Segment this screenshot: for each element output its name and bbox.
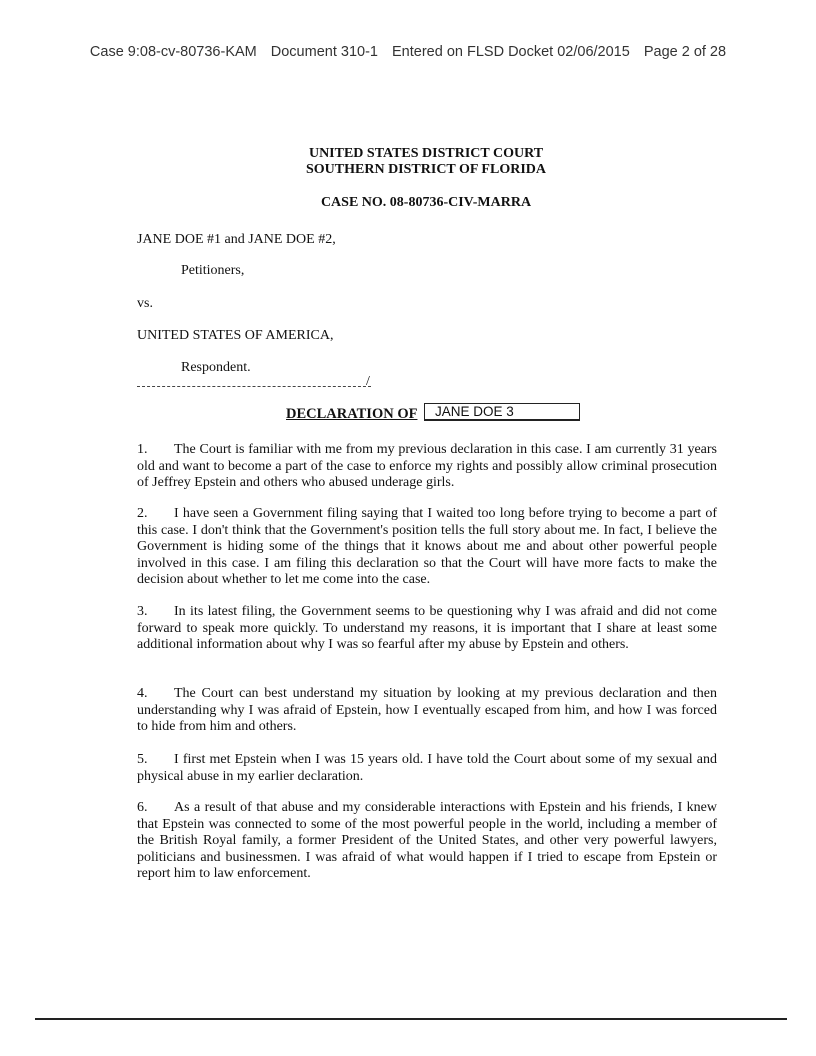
court-heading bbox=[0, 146, 816, 178]
header-page-count: Page 2 of 28 bbox=[643, 44, 727, 60]
paragraph-number: 1. bbox=[137, 442, 148, 457]
caption-defendant-role: Respondent. bbox=[181, 360, 251, 375]
paragraph-3 bbox=[137, 604, 717, 654]
header-case-number: Case 9:08-cv-80736-KAM bbox=[89, 44, 257, 60]
paragraph-text: I have seen a Government filing saying that I waited too long before trying to become a part of this case. I don't think that the Government's position tells the full story about me. In fact, I believe the Government is hiding some of the things that it knows about me and about other powerful people involved in this case. I am filing this declaration so that the Court will have more facts to make the decision about whether to let me come into the case. bbox=[137, 506, 717, 588]
paragraph-text: The Court can best understand my situation by looking at my previous declaration and then understanding why I was afraid of Epstein, how I eventually escaped from him, and how I was forced to hide from him and others. bbox=[137, 686, 717, 735]
paragraph-text: I first met Epstein when I was 15 years old. I have told the Court about some of my sexual and physical abuse in my earlier declaration. bbox=[137, 752, 717, 784]
paragraph-text: The Court is familiar with me from my previous declaration in this case. I am currently 31 years old and want to become a part of the case to enforce my rights and possibly allow criminal prosecution of Jeffrey Epstein and others who abused underage girls. bbox=[137, 442, 717, 491]
paragraph-number: 5. bbox=[137, 752, 148, 767]
paragraph-text: As a result of that abuse and my considerable interactions with Epstein and his friends, I knew that Epstein was connected to some of the most powerful people in the world, including a member of the British Royal family, a former President of the United States, and other very powerful lawyers, politicians and businessmen. I was afraid of what would happen if I tried to escape from Epstein or report him to law enforcement. bbox=[137, 800, 717, 882]
paragraph-5 bbox=[137, 752, 717, 785]
paragraph-2 bbox=[137, 506, 717, 589]
caption-defendant: UNITED STATES OF AMERICA, bbox=[137, 328, 334, 343]
paragraph-text: In its latest filing, the Government seems to be questioning why I was afraid and did not come forward to speak more quickly. To understand my reasons, it is important that I share at least some additional information about why I was so fearful after my abuse by Epstein and others. bbox=[137, 604, 717, 653]
court-district: SOUTHERN DISTRICT OF FLORIDA bbox=[306, 162, 546, 177]
header-entered-date: Entered on FLSD Docket 02/06/2015 bbox=[392, 44, 630, 60]
header-document-number: Document 310-1 bbox=[270, 44, 378, 60]
paragraph-1 bbox=[137, 442, 717, 492]
declaration-title: DECLARATION OF bbox=[286, 406, 418, 422]
paragraph-number: 6. bbox=[137, 800, 148, 815]
paragraph-number: 4. bbox=[137, 686, 148, 701]
caption-divider-line bbox=[137, 386, 371, 387]
paragraph-6 bbox=[137, 800, 717, 883]
paragraph-number: 2. bbox=[137, 506, 148, 521]
case-number: CASE NO. 08-80736-CIV-MARRA bbox=[320, 195, 532, 210]
paragraph-4 bbox=[137, 686, 717, 736]
declarant-name-field[interactable]: JANE DOE 3 bbox=[424, 403, 580, 421]
caption-versus: vs. bbox=[137, 296, 153, 311]
caption-plaintiffs-role: Petitioners, bbox=[181, 263, 245, 278]
court-name: UNITED STATES DISTRICT COURT bbox=[308, 146, 544, 161]
paragraph-number: 3. bbox=[137, 604, 148, 619]
footer-divider bbox=[35, 1018, 787, 1020]
caption-slash: / bbox=[366, 374, 370, 389]
caption-plaintiffs: JANE DOE #1 and JANE DOE #2, bbox=[137, 232, 336, 247]
docket-header bbox=[0, 44, 816, 60]
